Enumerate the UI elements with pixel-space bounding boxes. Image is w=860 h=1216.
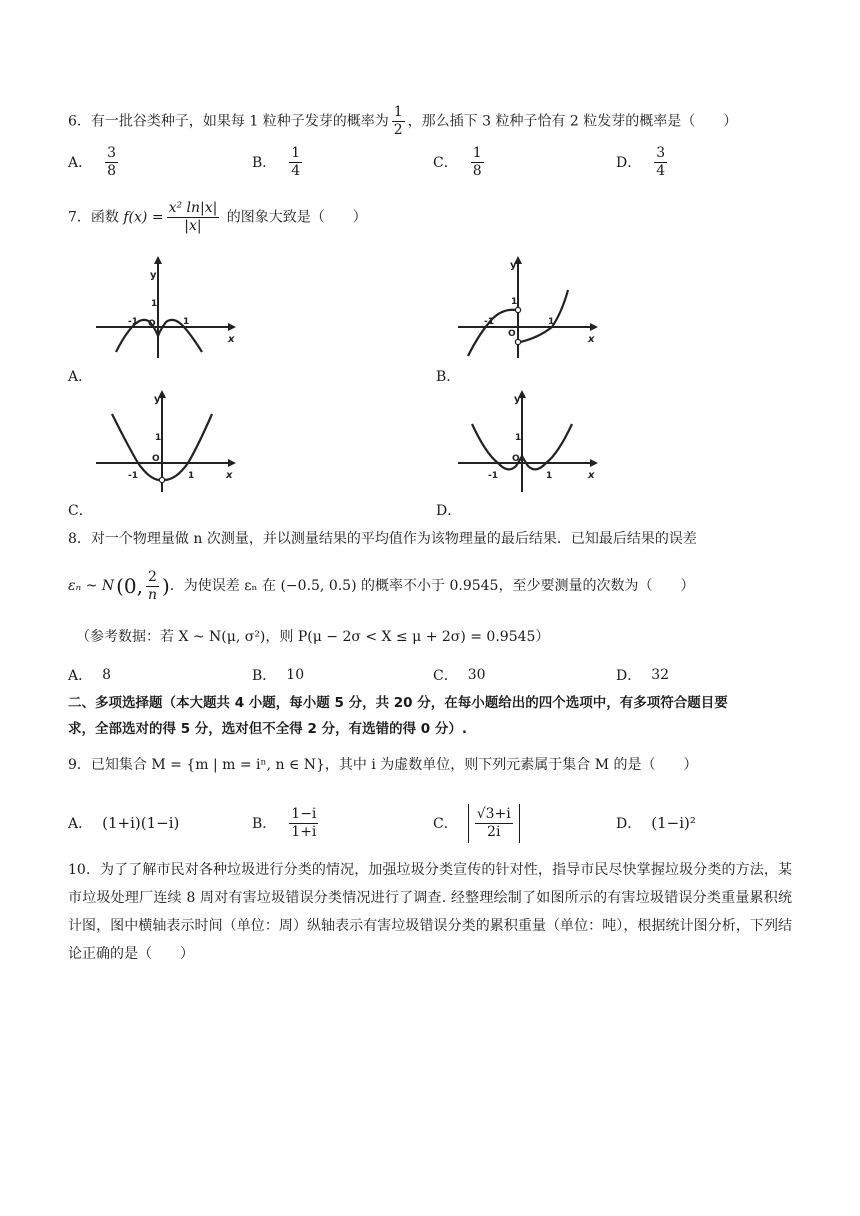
q9-option-b[interactable] (252, 800, 321, 846)
option-label: A． (68, 816, 93, 832)
frac-num: 1 (291, 144, 301, 161)
q7-graph-a[interactable] (90, 250, 240, 360)
origin-label: O (512, 454, 520, 464)
q7-graph-c[interactable] (90, 384, 240, 494)
option-label: C． (433, 155, 458, 171)
tick-x-neg-one: -1 (128, 317, 138, 327)
option-value: (1−i)² (651, 814, 696, 832)
q6-option-b[interactable] (252, 142, 305, 182)
q6-option-a[interactable] (68, 142, 121, 182)
option-value: 8 (102, 667, 112, 683)
graph-a-svg (90, 250, 240, 360)
frac-num: 3 (656, 144, 666, 161)
q6-frac-num: 1 (393, 104, 403, 120)
q8-text-1: 对一个物理量做 n 次测量，并以测量结果的平均值作为该物理量的最后结果．已知最后结果的误差 (90, 531, 697, 547)
frac-den: 4 (656, 162, 666, 179)
option-fraction (289, 806, 318, 841)
tick-x-pos-one: 1 (548, 317, 555, 327)
q6-stem (68, 104, 737, 139)
q8-fraction (146, 569, 159, 604)
q7-graph-d-label: D． (436, 503, 462, 519)
q8-paren-close: ) (162, 574, 170, 598)
option-fraction (105, 145, 118, 180)
q9-options (68, 800, 788, 846)
origin-label: O (508, 329, 516, 339)
q6-option-c[interactable] (433, 142, 487, 182)
option-fraction (289, 145, 302, 180)
q7-number: 7． (68, 209, 91, 226)
tick-y-one: 1 (515, 433, 522, 443)
option-value: 10 (286, 667, 305, 683)
option-fraction (654, 145, 667, 180)
q6-text-b: ，那么插下 3 粒种子恰有 2 粒发芽的概率是（ ） (407, 113, 738, 130)
q7-graph-a-label: A． (68, 369, 93, 385)
option-label: C． (433, 816, 458, 832)
tick-x-neg-one: -1 (128, 471, 138, 481)
option-label: C． (433, 668, 458, 684)
option-label: B． (252, 816, 277, 832)
q7-stem (68, 200, 367, 235)
abs-bars (468, 804, 520, 843)
option-value: 30 (467, 667, 486, 683)
tick-x-neg-one: -1 (488, 471, 498, 481)
q8-eps: εₙ ~ N (68, 578, 115, 594)
q8-line1 (68, 528, 697, 550)
tick-y-one: 1 (151, 299, 158, 309)
axis-x-label: x (228, 334, 235, 345)
q7-graph-b-label: B． (436, 369, 461, 385)
option-value: (1+i)(1−i) (102, 814, 180, 832)
tick-y-one: 1 (155, 433, 162, 443)
frac-num: 1 (472, 144, 482, 161)
axis-y-label: y (514, 394, 521, 405)
q9-option-a[interactable] (68, 800, 179, 846)
frac-den: 1+i (291, 823, 317, 840)
frac-den: 4 (291, 162, 301, 179)
option-label: D． (616, 668, 642, 684)
graph-b-svg (452, 250, 602, 360)
q6-fraction (392, 104, 405, 139)
frac-num: 1−i (291, 805, 317, 822)
q9-text: 已知集合 M = {m | m = iⁿ, n ∈ N}，其中 i 为虚数单位，则下列元素属于集合 M 的是（ ） (90, 757, 698, 773)
tick-y-one: 1 (511, 297, 518, 307)
q7-fraction (167, 200, 220, 235)
frac-num: 3 (107, 144, 117, 161)
q8-option-c[interactable] (433, 662, 486, 688)
q6-frac-den: 2 (393, 122, 403, 138)
q8-frac-den: n (147, 586, 157, 603)
frac-den: 8 (472, 162, 482, 179)
option-value: 32 (651, 667, 670, 683)
q7-graph-b[interactable] (452, 250, 602, 360)
q6-options (68, 142, 788, 182)
frac-num: √3+i (476, 805, 511, 822)
q8-option-b[interactable] (252, 662, 304, 688)
option-label: A． (68, 155, 93, 171)
q9-stem (68, 754, 698, 776)
tick-x-neg-one: -1 (484, 317, 494, 327)
q9-option-d[interactable] (616, 800, 696, 846)
option-fraction (471, 145, 484, 180)
tick-x-pos-one: 1 (188, 471, 195, 481)
graph-c-svg (90, 384, 240, 494)
frac-den: 2i (487, 823, 501, 840)
frac-den: 8 (107, 162, 117, 179)
origin-label: O (148, 319, 156, 329)
option-label: D． (616, 155, 642, 171)
q8-line2 (68, 566, 694, 606)
tick-x-pos-one: 1 (546, 471, 553, 481)
axis-x-label: x (226, 470, 233, 481)
q7-text-a: 函数 (90, 209, 124, 226)
q8-number: 8． (68, 531, 91, 547)
q9-number: 9． (68, 757, 91, 773)
option-fraction (475, 806, 513, 841)
option-label: A． (68, 668, 93, 684)
q6-text-a: 有一批谷类种子，如果每 1 粒种子发芽的概率为 (90, 113, 389, 130)
q8-option-a[interactable] (68, 662, 111, 688)
option-label: B． (252, 155, 277, 171)
q7-func: f(x) = (123, 209, 164, 226)
graph-d-svg (452, 384, 602, 494)
section2-heading-line2: 求，全部选对的得 5 分，选对但不全得 2 分，有选错的得 0 分）. (68, 721, 468, 737)
q8-reference: （参考数据：若 X ~ N(μ, σ²)，则 P(μ − 2σ < X ≤ μ + 2σ) = 0.9545） (76, 629, 550, 645)
q7-frac-den: |x| (184, 218, 202, 234)
tick-x-pos-one: 1 (183, 317, 190, 327)
q8-option-d[interactable] (616, 662, 669, 688)
q8-text-2: ．为使误差 εₙ 在 (−0.5, 0.5) 的概率不小于 0.9545，至少要测量的次数为（ ） (169, 578, 695, 594)
axis-x-label: x (588, 334, 595, 345)
option-label: B． (252, 668, 277, 684)
axis-y-label: y (510, 260, 517, 271)
axis-x-label: x (588, 470, 595, 481)
q8-paren-open: (0, (116, 574, 143, 598)
q7-text-b: 的图象大致是（ ） (222, 209, 367, 226)
section2-heading-line1: 二、多项选择题（本大题共 4 小题，每小题 5 分，共 20 分，在每小题给出的四个选项中，有多项符合题目要 (68, 695, 728, 711)
q8-options (68, 662, 788, 688)
option-label: D． (616, 816, 642, 832)
q6-option-d[interactable] (616, 142, 670, 182)
origin-label: O (152, 454, 160, 464)
q7-graph-c-label: C． (68, 503, 93, 519)
q9-option-c[interactable] (433, 800, 520, 846)
q8-frac-num: 2 (148, 568, 157, 585)
axis-y-label: y (150, 270, 157, 281)
q7-graph-d[interactable] (452, 384, 602, 494)
q6-number: 6． (68, 113, 91, 130)
q10-stem: 10．为了了解市民对各种垃圾进行分类的情况，加强垃圾分类宣传的针对性，指导市民尽快掌握垃圾分类的方法，某市垃圾处理厂连续 8 周对有害垃圾错误分类情况进行了调查. 经整理绘制了如图所示的有害垃圾错误分类重量累积统计图，图中横轴表示时间（单位：周）纵轴表示有害垃圾错误分类的累积重量（单位：吨），根据统计图分析，下列结论正确的是（ ） (68, 862, 792, 962)
axis-y-label: y (154, 394, 161, 405)
q7-frac-num: x² ln|x| (168, 200, 218, 216)
